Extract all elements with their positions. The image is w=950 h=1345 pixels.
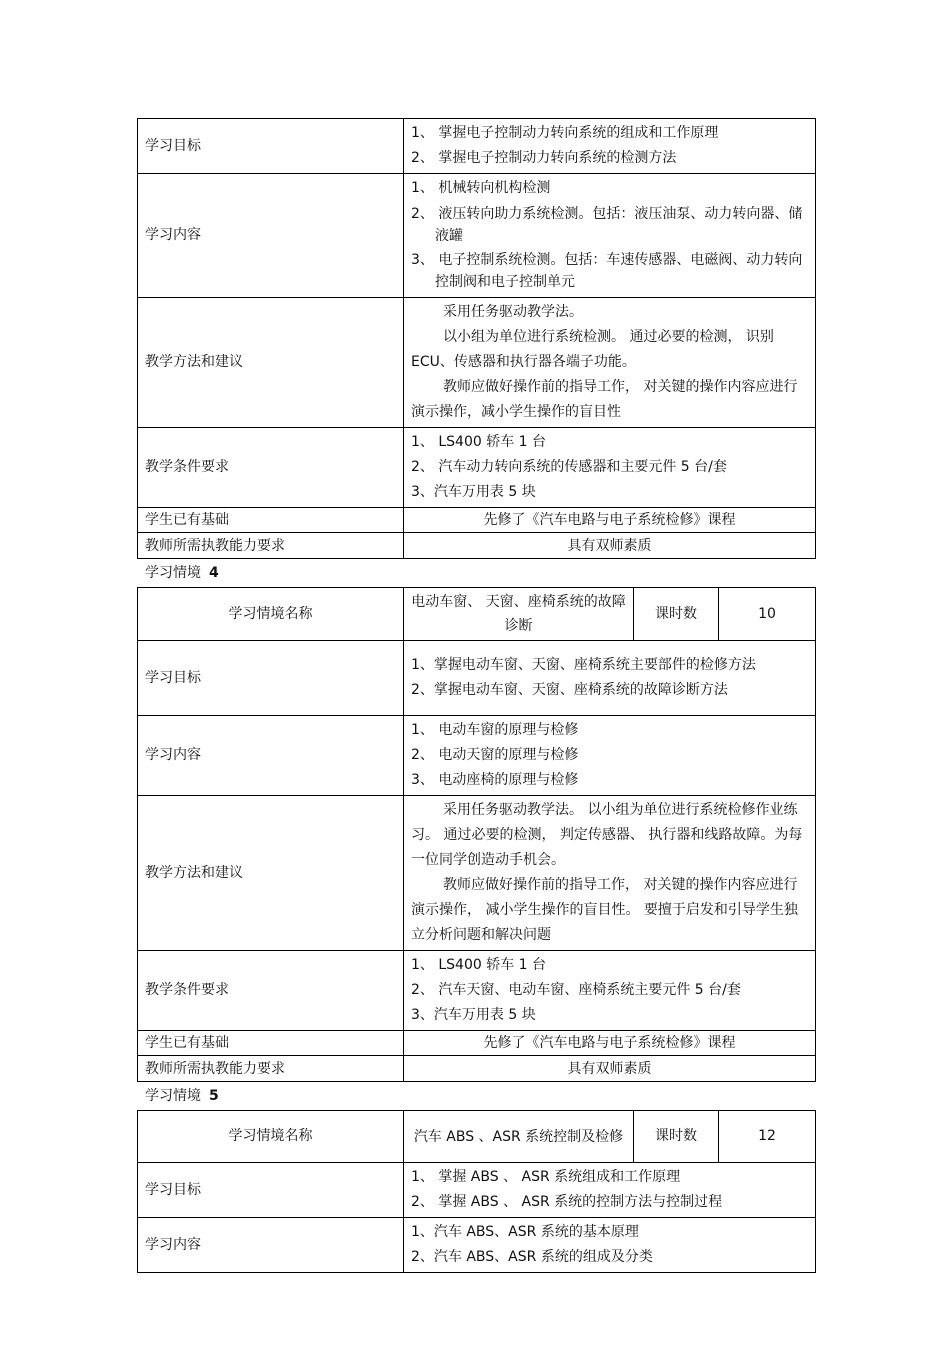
content-item: 2、汽车 ABS、ASR 系统的组成及分类 bbox=[411, 1249, 653, 1265]
condition-row bbox=[138, 951, 816, 1031]
teacher-row bbox=[138, 1056, 816, 1082]
heading-number: 5 bbox=[209, 1088, 219, 1104]
content-item: 1、 电动车窗的原理与检修 bbox=[411, 722, 579, 738]
content-cell bbox=[404, 716, 816, 796]
name-row bbox=[138, 588, 816, 641]
goal-row bbox=[138, 641, 816, 716]
content-cell bbox=[404, 174, 816, 298]
goal-item: 2、 掌握电子控制动力转向系统的检测方法 bbox=[411, 150, 677, 166]
basis-label: 学生已有基础 bbox=[138, 1031, 404, 1056]
condition-item: 3、汽车万用表 5 块 bbox=[411, 1007, 536, 1023]
content-label: 学习内容 bbox=[138, 716, 404, 796]
heading-text: 学习情境 bbox=[145, 565, 201, 581]
condition-cell bbox=[404, 951, 816, 1031]
teacher-value: 具有双师素质 bbox=[404, 533, 816, 559]
method-paragraph: 采用任务驱动教学法。 以小组为单位进行系统检修作业练习。 通过必要的检测， 判定传感器、 执行器和线路故障。为每一位同学创造动手机会。 bbox=[411, 802, 803, 868]
goal-cell bbox=[404, 1163, 816, 1218]
goal-item: 1、 掌握 ABS 、 ASR 系统组成和工作原理 bbox=[411, 1169, 681, 1185]
document-page bbox=[137, 118, 815, 1273]
basis-row bbox=[138, 508, 816, 533]
goal-item: 2、 掌握 ABS 、 ASR 系统的控制方法与控制过程 bbox=[411, 1194, 723, 1210]
situation-name: 电动车窗、 天窗、座椅系统的故障诊断 bbox=[404, 588, 634, 641]
method-label: 教学方法和建议 bbox=[138, 298, 404, 428]
name-label: 学习情境名称 bbox=[138, 588, 404, 641]
name-row bbox=[138, 1111, 816, 1163]
content-item: 2、 液压转向助力系统检测。包括：液压油泵、动力转向器、储液罐 bbox=[411, 206, 803, 244]
situation-5-table bbox=[137, 1110, 816, 1273]
method-label: 教学方法和建议 bbox=[138, 796, 404, 951]
basis-value: 先修了《汽车电路与电子系统检修》课程 bbox=[404, 1031, 816, 1056]
content-item: 3、 电动座椅的原理与检修 bbox=[411, 772, 579, 788]
method-row bbox=[138, 796, 816, 951]
method-cell bbox=[404, 796, 816, 951]
goal-item: 1、 掌握电子控制动力转向系统的组成和工作原理 bbox=[411, 125, 719, 141]
goal-item: 1、掌握电动车窗、天窗、座椅系统主要部件的检修方法 bbox=[411, 657, 756, 673]
content-row bbox=[138, 1218, 816, 1273]
goal-label: 学习目标 bbox=[138, 1163, 404, 1218]
name-label: 学习情境名称 bbox=[138, 1111, 404, 1163]
hours-label: 课时数 bbox=[634, 588, 719, 641]
method-paragraph: 教师应做好操作前的指导工作， 对关键的操作内容应进行演示操作， 减小学生操作的盲目性。 要擅于启发和引导学生独立分析问题和解决问题 bbox=[411, 877, 798, 943]
goal-cell bbox=[404, 641, 816, 716]
goal-label: 学习目标 bbox=[138, 641, 404, 716]
goal-item: 2、掌握电动车窗、天窗、座椅系统的故障诊断方法 bbox=[411, 682, 728, 698]
content-item: 3、 电子控制系统检测。包括：车速传感器、电磁阀、动力转向控制阀和电子控制单元 bbox=[411, 252, 803, 290]
goal-cell bbox=[404, 119, 816, 174]
hours-value: 10 bbox=[719, 588, 816, 641]
content-cell bbox=[404, 1218, 816, 1273]
content-item: 1、 机械转向机构检测 bbox=[411, 180, 551, 196]
teacher-label: 教师所需执教能力要求 bbox=[138, 533, 404, 559]
content-item: 1、汽车 ABS、ASR 系统的基本原理 bbox=[411, 1224, 639, 1240]
condition-item: 3、汽车万用表 5 块 bbox=[411, 484, 536, 500]
condition-label: 教学条件要求 bbox=[138, 951, 404, 1031]
teacher-row bbox=[138, 533, 816, 559]
condition-item: 2、 汽车动力转向系统的传感器和主要元件 5 台/套 bbox=[411, 459, 727, 475]
heading-number: 4 bbox=[209, 565, 219, 581]
goal-row bbox=[138, 1163, 816, 1218]
method-paragraph: 教师应做好操作前的指导工作， 对关键的操作内容应进行演示操作，减小学生操作的盲目性 bbox=[411, 379, 798, 420]
condition-item: 1、 LS400 轿车 1 台 bbox=[411, 434, 547, 450]
method-paragraph: 采用任务驱动教学法。 bbox=[443, 304, 583, 320]
content-label: 学习内容 bbox=[138, 174, 404, 298]
goal-row bbox=[138, 119, 816, 174]
teacher-value: 具有双师素质 bbox=[404, 1056, 816, 1082]
hours-value: 12 bbox=[719, 1111, 816, 1163]
condition-label: 教学条件要求 bbox=[138, 428, 404, 508]
method-row bbox=[138, 298, 816, 428]
situation-4-heading bbox=[137, 559, 815, 587]
heading-text: 学习情境 bbox=[145, 1088, 201, 1104]
teacher-label: 教师所需执教能力要求 bbox=[138, 1056, 404, 1082]
hours-label: 课时数 bbox=[634, 1111, 719, 1163]
condition-item: 2、 汽车天窗、电动车窗、座椅系统主要元件 5 台/套 bbox=[411, 982, 741, 998]
goal-label: 学习目标 bbox=[138, 119, 404, 174]
method-paragraph: 以小组为单位进行系统检测。 通过必要的检测， 识别 ECU、传感器和执行器各端子功能。 bbox=[411, 329, 774, 370]
content-item: 2、 电动天窗的原理与检修 bbox=[411, 747, 579, 763]
condition-item: 1、 LS400 轿车 1 台 bbox=[411, 957, 547, 973]
condition-row bbox=[138, 428, 816, 508]
situation-5-heading bbox=[137, 1082, 815, 1110]
condition-cell bbox=[404, 428, 816, 508]
method-cell bbox=[404, 298, 816, 428]
content-label: 学习内容 bbox=[138, 1218, 404, 1273]
basis-label: 学生已有基础 bbox=[138, 508, 404, 533]
situation-4-table bbox=[137, 587, 816, 1082]
content-row bbox=[138, 174, 816, 298]
situation-3-table bbox=[137, 118, 816, 559]
content-row bbox=[138, 716, 816, 796]
basis-row bbox=[138, 1031, 816, 1056]
situation-name: 汽车 ABS 、ASR 系统控制及检修 bbox=[404, 1111, 634, 1163]
basis-value: 先修了《汽车电路与电子系统检修》课程 bbox=[404, 508, 816, 533]
